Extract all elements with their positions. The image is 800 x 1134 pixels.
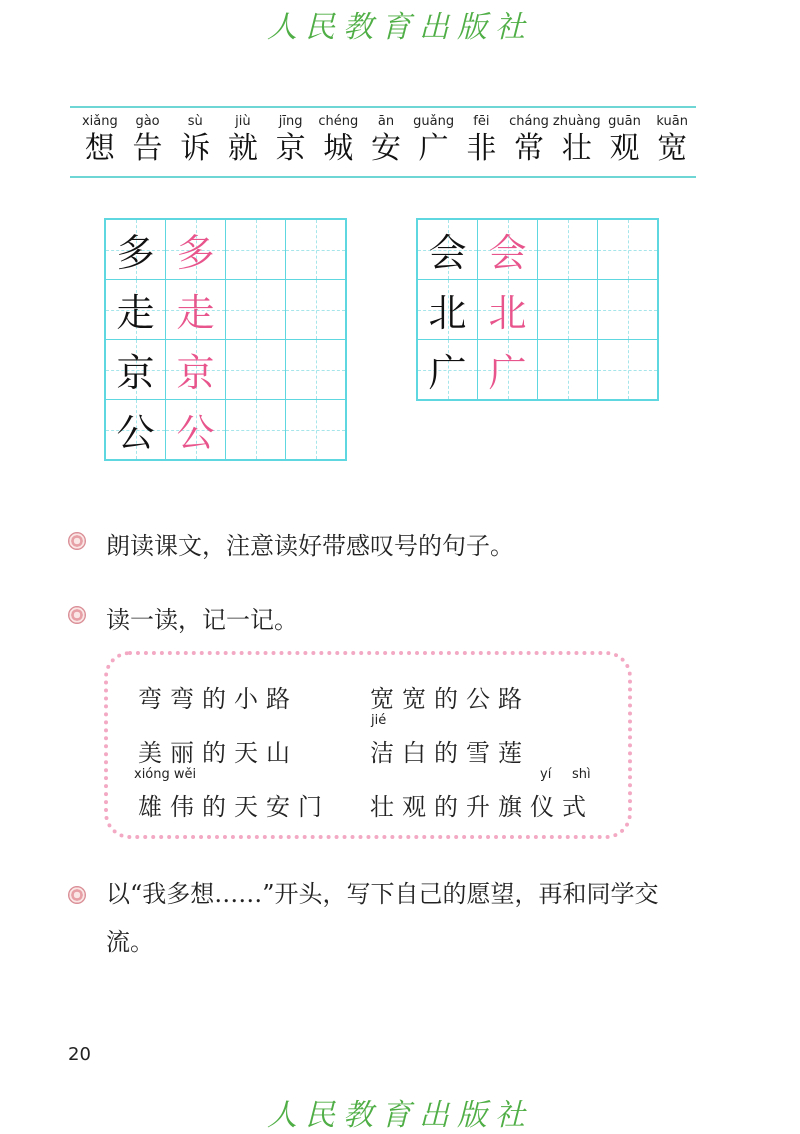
phrase-pinyin: shì xyxy=(572,767,591,782)
grid-cell-empty xyxy=(226,219,286,280)
vocab-char: 观 xyxy=(609,131,640,166)
grid-cell xyxy=(166,219,226,280)
page-number: 20 xyxy=(68,1044,91,1065)
vocab-pinyin: cháng xyxy=(509,114,549,129)
vocab-char: 非 xyxy=(466,131,497,166)
flower-bullet-icon xyxy=(68,886,86,904)
vocab-char: 壮 xyxy=(561,131,592,166)
grid-cell-empty xyxy=(538,219,598,280)
publisher-header: 人民教育出版社 xyxy=(267,10,533,45)
vocab-word xyxy=(314,114,362,166)
vocab-word xyxy=(219,114,267,166)
trace-char: 公 xyxy=(176,411,215,455)
phrase: 弯弯的小路 xyxy=(138,685,298,713)
vocab-word xyxy=(601,114,649,166)
grid-row xyxy=(105,280,346,340)
grid-cell-empty xyxy=(598,219,659,280)
task-text: 以“我多想……”开头，写下自己的愿望，再和同学交流。 xyxy=(106,880,659,956)
grid-row xyxy=(105,400,346,461)
grid-cell xyxy=(478,280,538,340)
model-char: 走 xyxy=(116,291,155,335)
vocab-pinyin: sù xyxy=(187,114,203,129)
model-char: 会 xyxy=(428,231,467,275)
trace-char: 走 xyxy=(176,291,215,335)
vocab-pinyin: ān xyxy=(377,114,395,129)
grid-cell-empty xyxy=(538,280,598,340)
vocab-char: 宽 xyxy=(657,131,688,166)
vocab-pinyin: guǎng xyxy=(413,114,455,129)
grid-cell-empty xyxy=(598,340,659,401)
model-char: 公 xyxy=(116,411,155,455)
grid-cell-empty xyxy=(226,340,286,400)
grid-cell xyxy=(105,280,166,340)
phrase: 雄伟的天安门 xyxy=(138,793,330,821)
trace-char: 多 xyxy=(176,231,215,275)
grid-cell-empty xyxy=(286,400,347,461)
vocab-pinyin: gào xyxy=(135,114,160,129)
trace-char: 北 xyxy=(488,291,527,335)
grid-cell-empty xyxy=(286,280,347,340)
publisher-footer: 人民教育出版社 xyxy=(267,1098,533,1133)
vocab-char: 安 xyxy=(370,131,401,166)
vocab-word xyxy=(76,114,124,166)
phrase-pinyin: yí xyxy=(540,767,552,782)
vocab-char: 城 xyxy=(323,131,354,166)
vocab-pinyin: jīng xyxy=(278,114,303,129)
grid-cell xyxy=(166,340,226,400)
grid-cell-empty xyxy=(598,280,659,340)
vocabulary-bar xyxy=(70,106,696,178)
grid-cell xyxy=(105,340,166,400)
grid-cell-empty xyxy=(286,219,347,280)
grid-cell-empty xyxy=(538,340,598,401)
grid-cell xyxy=(478,340,538,401)
writing-grid-right xyxy=(416,218,659,401)
grid-cell xyxy=(105,219,166,280)
vocab-pinyin: zhuàng xyxy=(552,114,601,129)
grid-cell xyxy=(166,280,226,340)
flower-bullet-icon xyxy=(68,606,86,624)
phrase: 美丽的天山 xyxy=(138,739,298,767)
vocab-word xyxy=(171,114,219,166)
vocab-word xyxy=(458,114,506,166)
vocab-char: 诉 xyxy=(180,131,211,166)
vocab-char: 告 xyxy=(132,131,163,166)
vocab-word xyxy=(648,114,696,166)
vocab-word xyxy=(362,114,410,166)
vocab-pinyin: guān xyxy=(608,114,641,129)
trace-char: 会 xyxy=(488,231,527,275)
vocab-word xyxy=(553,114,601,166)
vocabulary-row xyxy=(76,114,696,166)
writing-grid-left xyxy=(104,218,347,461)
grid-cell xyxy=(417,219,478,280)
vocab-pinyin: fēi xyxy=(473,114,490,129)
vocab-pinyin: kuān xyxy=(656,114,688,129)
vocab-char: 就 xyxy=(227,131,258,166)
grid-cell xyxy=(166,400,226,461)
phrase-pinyin: xióng wěi xyxy=(134,767,197,782)
vocab-char: 常 xyxy=(514,131,545,166)
task-text: 朗读课文，注意读好带感叹号的句子。 xyxy=(106,532,514,560)
grid-cell-empty xyxy=(226,400,286,461)
vocab-word xyxy=(410,114,458,166)
trace-char: 广 xyxy=(488,351,527,395)
vocab-word xyxy=(124,114,172,166)
phrase: 洁白的雪莲 xyxy=(370,739,530,767)
vocab-char: 广 xyxy=(418,131,449,166)
model-char: 北 xyxy=(428,291,467,335)
model-char: 广 xyxy=(428,351,467,395)
grid-cell-empty xyxy=(286,340,347,400)
vocab-pinyin: jiù xyxy=(235,114,251,129)
grid-cell xyxy=(478,219,538,280)
task-text: 读一读，记一记。 xyxy=(106,606,298,634)
grid-row xyxy=(105,219,346,280)
vocab-pinyin: chéng xyxy=(318,114,359,129)
vocab-pinyin: xiǎng xyxy=(81,114,118,129)
grid-cell xyxy=(105,400,166,461)
phrase-pinyin: jié xyxy=(371,713,387,728)
grid-cell-empty xyxy=(226,280,286,340)
model-char: 多 xyxy=(116,231,155,275)
grid-row xyxy=(417,280,658,340)
vocab-char: 京 xyxy=(275,131,306,166)
vocab-char: 想 xyxy=(84,131,115,166)
flower-bullet-icon xyxy=(68,532,86,550)
phrase-box xyxy=(104,651,632,839)
model-char: 京 xyxy=(116,351,155,395)
vocab-word xyxy=(267,114,315,166)
phrase: 壮观的升旗仪式 xyxy=(370,793,594,821)
grid-cell xyxy=(417,280,478,340)
phrase: 宽宽的公路 xyxy=(370,685,530,713)
vocab-word xyxy=(505,114,553,166)
trace-char: 京 xyxy=(176,351,215,395)
grid-cell xyxy=(417,340,478,401)
grid-row xyxy=(417,219,658,280)
grid-row xyxy=(417,340,658,401)
grid-row xyxy=(105,340,346,400)
